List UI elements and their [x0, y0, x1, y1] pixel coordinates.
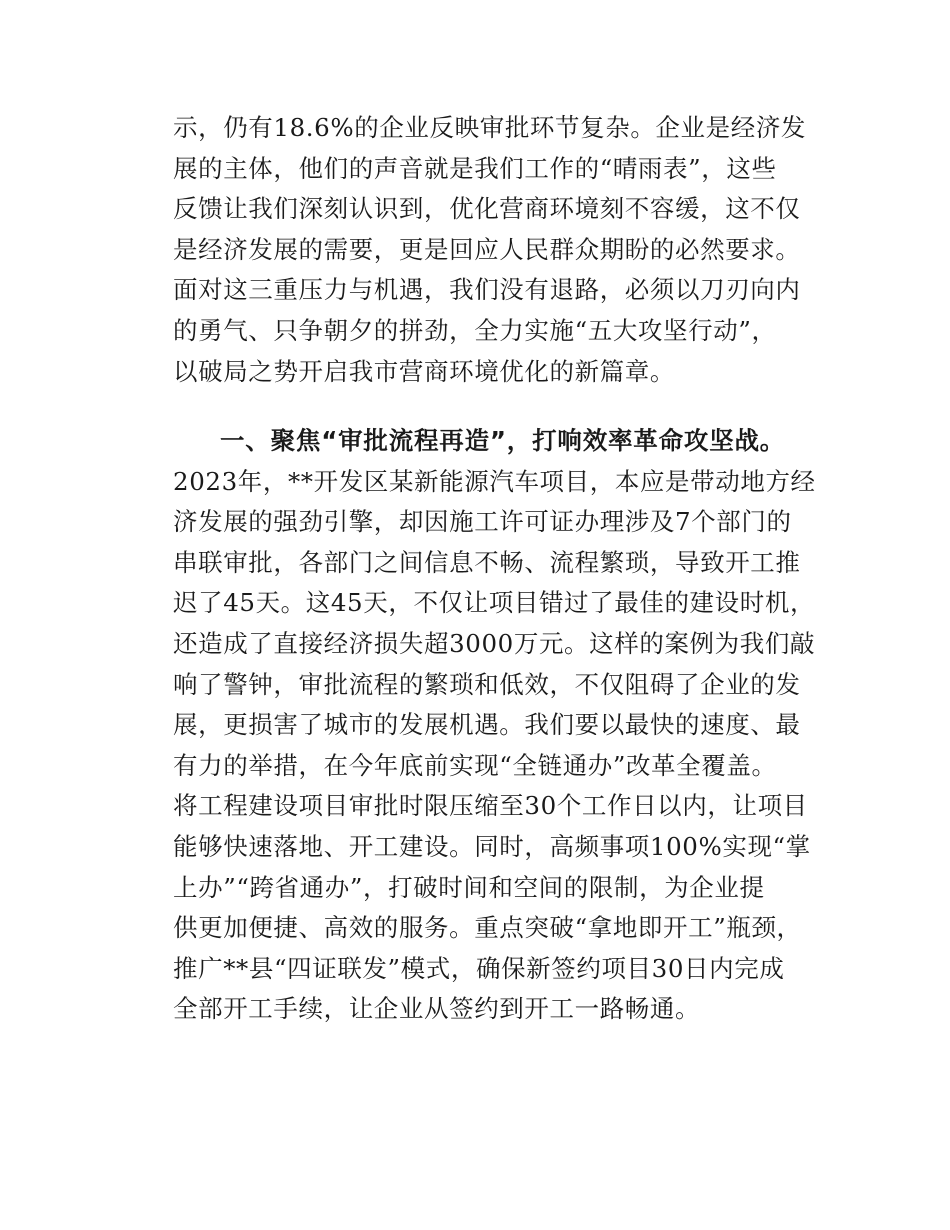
- text-line: 迟了45天。这45天，不仅让项目错过了最佳的建设时机，: [173, 588, 816, 618]
- section-approval-process: [173, 421, 816, 1030]
- text-line: 是经济发展的需要，更是回应人民群众期盼的必然要求。: [173, 234, 801, 264]
- text-line: 示，仍有18.6%的企业反映审批环节复杂。企业是经济发: [173, 113, 807, 142]
- text-line: 2023年，**开发区某新能源汽车项目，本应是带动地方经: [173, 466, 816, 496]
- text-line: 能够快速落地、开工建设。同时，高频事项100%实现“掌: [173, 831, 811, 861]
- text-line: 响了警钟，审批流程的繁琐和低效，不仅阻碍了企业的发: [173, 669, 801, 699]
- text-line: 反馈让我们深刻认识到，优化营商环境刻不容缓，这不仅: [173, 194, 801, 224]
- text-line: 以破局之势开启我市营商环境优化的新篇章。: [173, 356, 675, 386]
- text-line: 展的主体，他们的声音就是我们工作的“晴雨表”，这些: [173, 153, 777, 183]
- text-line: 串联审批，各部门之间信息不畅、流程繁琐，导致开工推: [173, 547, 801, 577]
- text-line: 供更加便捷、高效的服务。重点突破“拿地即开工”瓶颈，: [173, 913, 802, 943]
- text-line: 将工程建设项目审批时限压缩至30个工作日以内，让项目: [173, 791, 808, 821]
- text-line: 推广**县“四证联发”模式，确保新签约项目30日内完成: [173, 953, 785, 983]
- text-line: 济发展的强劲引擎，却因施工许可证办理涉及7个部门的: [173, 507, 792, 537]
- text-line: 上办”“跨省通办”，打破时间和空间的限制，为企业提: [173, 872, 765, 902]
- text-line: 的勇气、只争朝夕的拼劲，全力实施“五大攻坚行动”，: [173, 315, 777, 345]
- text-line: 面对这三重压力与机遇，我们没有退路，必须以刀刃向内: [173, 275, 801, 305]
- text-line: 全部开工手续，让企业从签约到开工一路畅通。: [173, 994, 701, 1024]
- section-heading: 一、聚焦“审批流程再造”，打响效率革命攻坚战。: [220, 426, 786, 455]
- text-line: 展，更损害了城市的发展机遇。我们要以最快的速度、最: [173, 710, 801, 740]
- text-line: 还造成了直接经济损失超3000万元。这样的案例为我们敲: [173, 628, 816, 658]
- paragraph-intro: [173, 108, 813, 392]
- text-line: 有力的举措，在今年底前实现“全链通办”改革全覆盖。: [173, 750, 777, 780]
